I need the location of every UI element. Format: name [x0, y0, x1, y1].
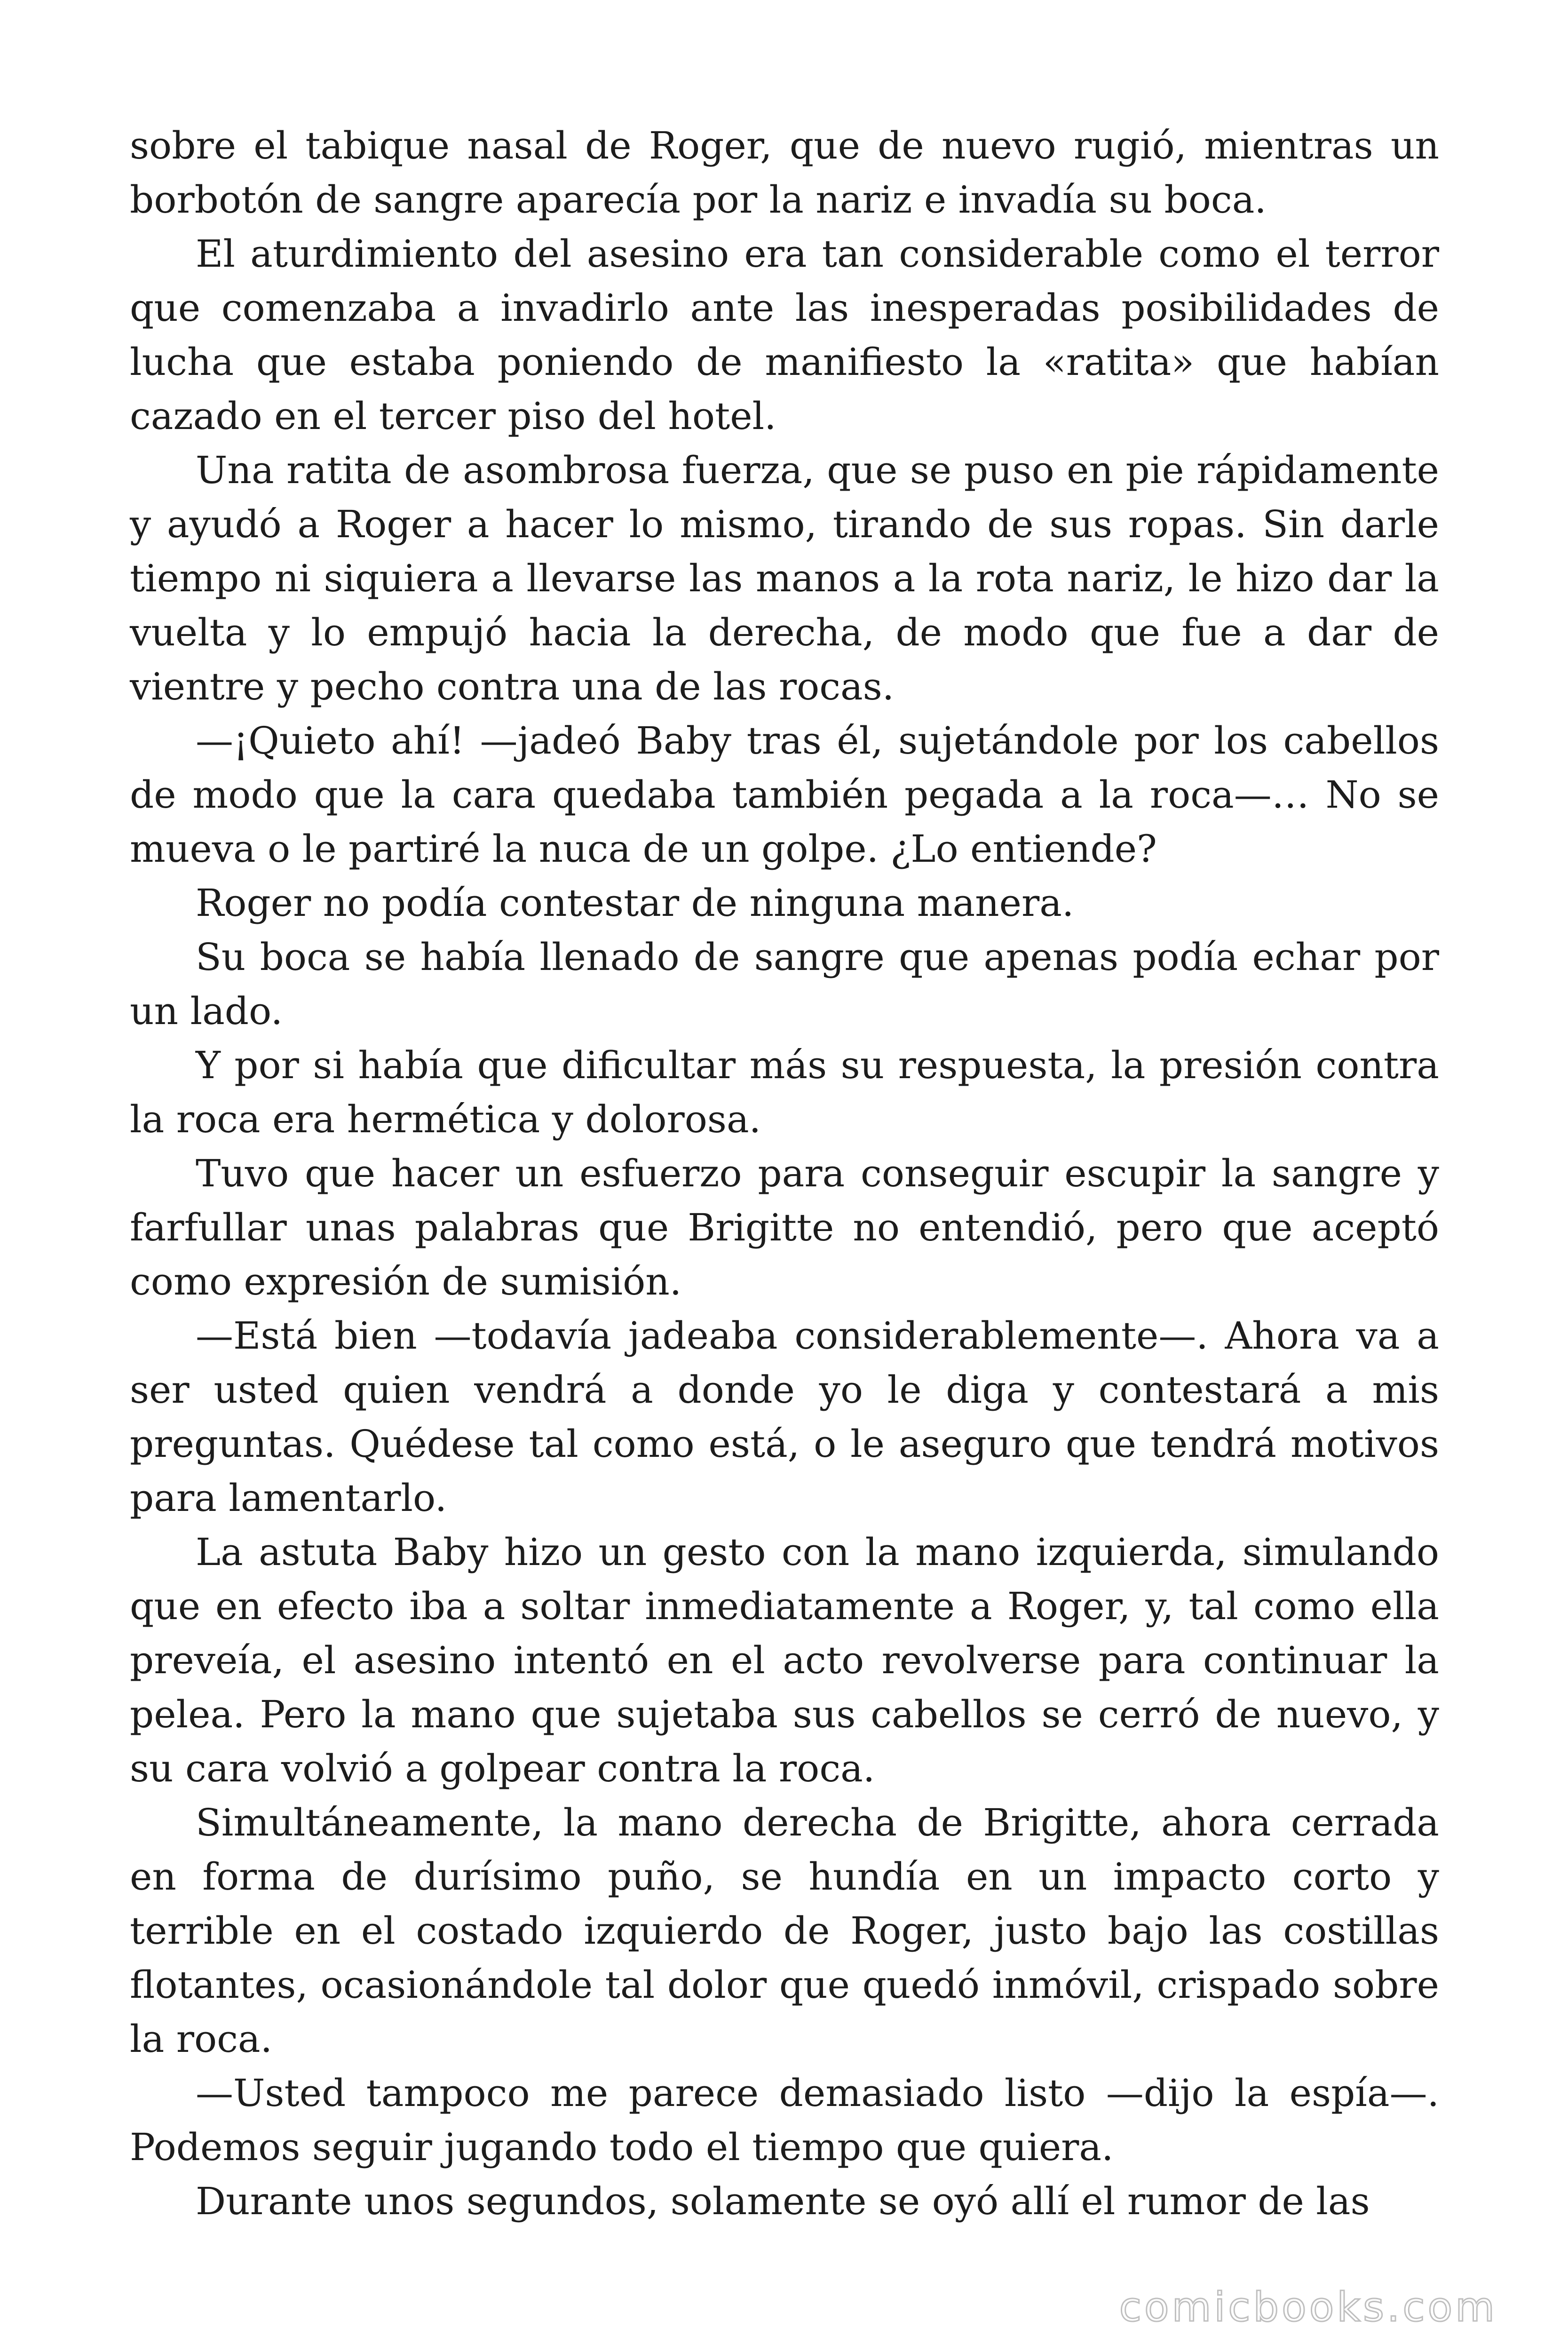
- paragraph-2: El aturdimiento del asesino era tan considerable como el terror que comenzaba a invadirlo ante las inesperadas posibilidades de lucha que estaba poniendo de manifiesto la «ratita» que habían cazado en el tercer piso del hotel.: [130, 232, 1439, 438]
- paragraph-8: Tuvo que hacer un esfuerzo para conseguir escupir la sangre y farfullar unas palabras que Brigitte no entendió, pero que aceptó como expresión de sumisión.: [130, 1152, 1439, 1303]
- watermark: comicbooks.com: [1119, 2284, 1497, 2331]
- paragraph-10: La astuta Baby hizo un gesto con la mano izquierda, simulando que en efecto iba a soltar inmediatamente a Roger, y, tal como ella preveía, el asesino intentó en el acto revolverse para continuar la pelea. Pero la mano que sujetaba sus cabellos se cerró de nuevo, y su cara volvió a golpear contra la roca.: [130, 1530, 1439, 1790]
- paragraph-3: Una ratita de asombrosa fuerza, que se puso en pie rápidamente y ayudó a Roger a hacer lo mismo, tirando de sus ropas. Sin darle tiempo ni siquiera a llevarse las manos a la rota nariz, le hizo dar la vuelta y lo empujó hacia la derecha, de modo que fue a dar de vientre y pecho contra una de las rocas.: [130, 448, 1439, 708]
- paragraph-6: Su boca se había llenado de sangre que apenas podía echar por un lado.: [130, 935, 1439, 1033]
- paragraph-4: —¡Quieto ahí! —jadeó Baby tras él, sujetándole por los cabellos de modo que la cara quedaba también pegada a la roca—… No se mueva o le partiré la nuca de un golpe. ¿Lo entiende?: [130, 719, 1439, 871]
- paragraph-12: —Usted tampoco me parece demasiado listo —dijo la espía—. Podemos seguir jugando todo el tiempo que quiera.: [130, 2071, 1439, 2169]
- paragraph-5: Roger no podía contestar de ninguna manera.: [196, 881, 1074, 925]
- paragraph-1: sobre el tabique nasal de Roger, que de nuevo rugió, mientras un borbotón de sangre aparecía por la nariz e invadía su boca.: [130, 124, 1439, 222]
- paragraph-13: Durante unos segundos, solamente se oyó allí el rumor de las: [196, 2179, 1370, 2223]
- body-text: [130, 119, 1439, 2228]
- paragraph-9: —Está bien —todavía jadeaba considerablemente—. Ahora va a ser usted quien vendrá a donde yo le diga y contestará a mis preguntas. Quédese tal como está, o le aseguro que tendrá motivos para lamentarlo.: [130, 1314, 1439, 1520]
- paragraph-7: Y por si había que dificultar más su respuesta, la presión contra la roca era hermética y dolorosa.: [130, 1043, 1439, 1141]
- paragraph-11: Simultáneamente, la mano derecha de Brigitte, ahora cerrada en forma de durísimo puño, se hundía en un impacto corto y terrible en el costado izquierdo de Roger, justo bajo las costillas flotantes, ocasionándole tal dolor que quedó inmóvil, crispado sobre la roca.: [130, 1801, 1439, 2061]
